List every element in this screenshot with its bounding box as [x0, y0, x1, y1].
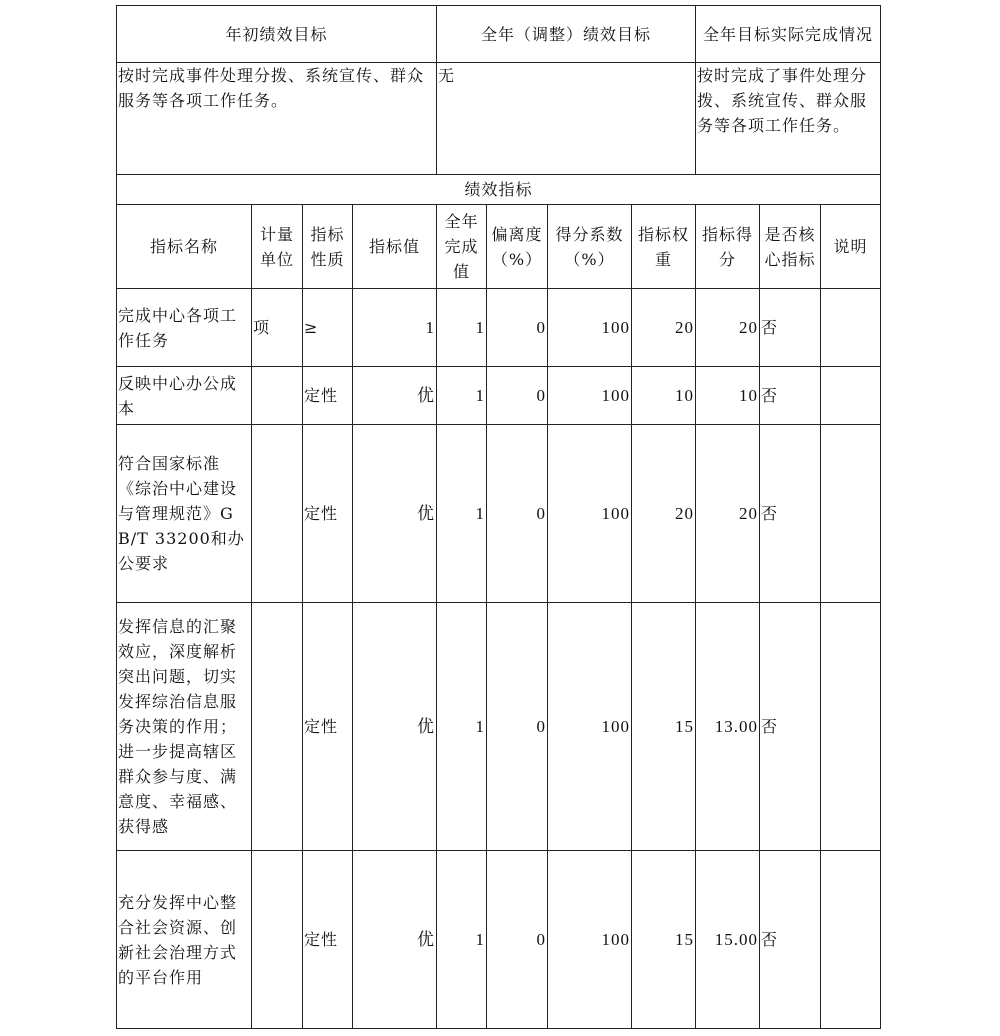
- col-note: 说明: [821, 205, 881, 289]
- completed-cell: 1: [437, 367, 487, 425]
- score-cell: 20: [696, 425, 760, 603]
- note-cell: [821, 425, 881, 603]
- note-cell: [821, 289, 881, 367]
- weight-cell: 20: [632, 425, 696, 603]
- table-row: [117, 367, 881, 425]
- unit-cell: [252, 603, 303, 851]
- indicator-name: 发挥信息的汇聚效应，深度解析突出问题，切实发挥综治信息服务决策的作用；进一步提高辖区群众参与度、满意度、幸福感、获得感: [117, 603, 252, 851]
- core-cell: 否: [760, 425, 821, 603]
- completed-cell: 1: [437, 289, 487, 367]
- col-unit: 计量单位: [252, 205, 303, 289]
- performance-table: [116, 5, 881, 1029]
- core-cell: 否: [760, 367, 821, 425]
- table-row: [117, 851, 881, 1029]
- core-cell: 否: [760, 603, 821, 851]
- unit-cell: 项: [252, 289, 303, 367]
- score-cell: 15.00: [696, 851, 760, 1029]
- weight-cell: 15: [632, 851, 696, 1029]
- col-score: 指标得分: [696, 205, 760, 289]
- col-core: 是否核心指标: [760, 205, 821, 289]
- nature-cell: 定性: [303, 367, 353, 425]
- coefficient-cell: 100: [548, 367, 632, 425]
- adjusted-target-header: 全年（调整）绩效目标: [437, 6, 696, 63]
- actual-completion-header: 全年目标实际完成情况: [696, 6, 881, 63]
- section-title: 绩效指标: [117, 175, 881, 205]
- col-nature: 指标性质: [303, 205, 353, 289]
- col-weight: 指标权重: [632, 205, 696, 289]
- deviation-cell: 0: [487, 603, 548, 851]
- col-value: 指标值: [353, 205, 437, 289]
- col-coefficient: 得分系数（%）: [548, 205, 632, 289]
- core-cell: 否: [760, 289, 821, 367]
- completed-cell: 1: [437, 851, 487, 1029]
- weight-cell: 15: [632, 603, 696, 851]
- score-cell: 13.00: [696, 603, 760, 851]
- initial-target-text: 按时完成事件处理分拨、系统宣传、群众服务等各项工作任务。: [117, 63, 437, 175]
- weight-cell: 10: [632, 367, 696, 425]
- table-row: [117, 603, 881, 851]
- indicator-name: 完成中心各项工作任务: [117, 289, 252, 367]
- nature-cell: ≥: [303, 289, 353, 367]
- note-cell: [821, 603, 881, 851]
- score-cell: 10: [696, 367, 760, 425]
- deviation-cell: 0: [487, 289, 548, 367]
- adjusted-target-text: 无: [437, 63, 696, 175]
- nature-cell: 定性: [303, 851, 353, 1029]
- value-cell: 优: [353, 425, 437, 603]
- table-row: [117, 289, 881, 367]
- completed-cell: 1: [437, 603, 487, 851]
- indicator-name: 反映中心办公成本: [117, 367, 252, 425]
- coefficient-cell: 100: [548, 603, 632, 851]
- initial-target-header: 年初绩效目标: [117, 6, 437, 63]
- col-indicator-name: 指标名称: [117, 205, 252, 289]
- score-cell: 20: [696, 289, 760, 367]
- nature-cell: 定性: [303, 425, 353, 603]
- nature-cell: 定性: [303, 603, 353, 851]
- coefficient-cell: 100: [548, 289, 632, 367]
- value-cell: 优: [353, 367, 437, 425]
- table-row: [117, 425, 881, 603]
- unit-cell: [252, 425, 303, 603]
- unit-cell: [252, 367, 303, 425]
- col-deviation: 偏离度（%）: [487, 205, 548, 289]
- value-cell: 1: [353, 289, 437, 367]
- coefficient-cell: 100: [548, 851, 632, 1029]
- core-cell: 否: [760, 851, 821, 1029]
- note-cell: [821, 851, 881, 1029]
- value-cell: 优: [353, 851, 437, 1029]
- actual-completion-text: 按时完成了事件处理分拨、系统宣传、群众服务等各项工作任务。: [696, 63, 881, 175]
- note-cell: [821, 367, 881, 425]
- indicator-name: 充分发挥中心整合社会资源、创新社会治理方式的平台作用: [117, 851, 252, 1029]
- weight-cell: 20: [632, 289, 696, 367]
- value-cell: 优: [353, 603, 437, 851]
- deviation-cell: 0: [487, 851, 548, 1029]
- deviation-cell: 0: [487, 425, 548, 603]
- coefficient-cell: 100: [548, 425, 632, 603]
- completed-cell: 1: [437, 425, 487, 603]
- indicator-name: 符合国家标准《综治中心建设与管理规范》GB/T 33200和办公要求: [117, 425, 252, 603]
- deviation-cell: 0: [487, 367, 548, 425]
- unit-cell: [252, 851, 303, 1029]
- col-completed: 全年完成值: [437, 205, 487, 289]
